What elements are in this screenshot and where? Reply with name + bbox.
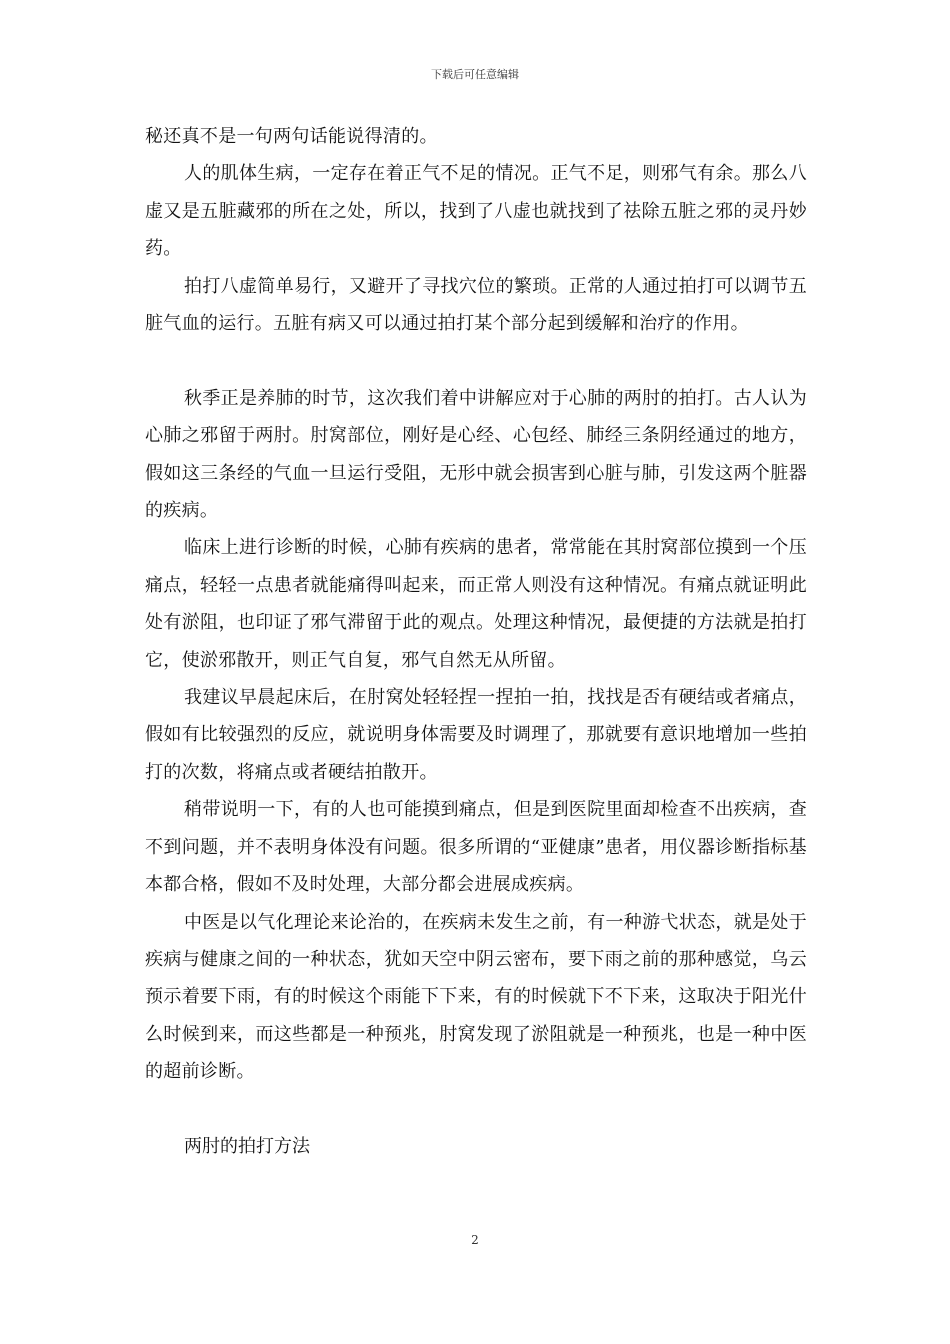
blank-line bbox=[145, 342, 807, 379]
paragraph: 秋季正是养肺的时节，这次我们着中讲解应对于心肺的两肘的拍打。古人认为心肺之邪留于两肘。肘窝部位，刚好是心经、心包经、肺经三条阴经通过的地方，假如这三条经的气血一旦运行受阻，无形中就会损害到心脏与肺，引发这两个脏器的疾病。 bbox=[145, 387, 807, 522]
document-body bbox=[145, 118, 807, 1165]
paragraph: 我建议早晨起床后，在肘窝处轻轻捏一捏拍一拍，找找是否有硬结或者痛点，假如有比较强烈的反应，就说明身体需要及时调理了，那就要有意识地增加一些拍打的次数，将痛点或者硬结拍散开。 bbox=[145, 687, 807, 783]
page-header: 下载后可任意编辑 bbox=[431, 68, 519, 81]
blank-line bbox=[145, 1091, 807, 1128]
paragraph-continuation: 秘还真不是一句两句话能说得清的。 bbox=[145, 126, 438, 147]
paragraph: 临床上进行诊断的时候，心肺有疾病的患者，常常能在其肘窝部位摸到一个压痛点，轻轻一点患者就能痛得叫起来，而正常人则没有这种情况。有痛点就证明此处有淤阻，也印证了邪气滞留于此的观点。处理这种情况，最便捷的方法就是拍打它，使淤邪散开，则正气自复，邪气自然无从所留。 bbox=[145, 537, 807, 671]
paragraph: 人的肌体生病，一定存在着正气不足的情况。正气不足，则邪气有余。那么八虚又是五脏藏邪的所在之处，所以，找到了八虚也就找到了祛除五脏之邪的灵丹妙药。 bbox=[145, 163, 807, 260]
paragraph: 中医是以气化理论来论治的，在疾病未发生之前，有一种游弋状态，就是处于疾病与健康之间的一种状态，犹如天空中阴云密布，要下雨之前的那种感觉，乌云预示着要下雨，有的时候这个雨能下下来，有的时候就下不下来，这取决于阳光什么时候到来，而这些都是一种预兆，肘窝发现了淤阻就是一种预兆，也是一种中医的超前诊断。 bbox=[145, 911, 807, 1083]
paragraph: 稍带说明一下，有的人也可能摸到痛点，但是到医院里面却检查不出疾病，查不到问题，并不表明身体没有问题。很多所谓的“亚健康”患者，用仪器诊断指标基本都合格，假如不及时处理，大部分都会进展成疾病。 bbox=[145, 799, 807, 896]
page-number: 2 bbox=[471, 1233, 479, 1247]
section-subheading: 两肘的拍打方法 bbox=[184, 1135, 310, 1157]
paragraph: 拍打八虚简单易行，又避开了寻找穴位的繁琐。正常的人通过拍打可以调节五脏气血的运行。五脏有病又可以通过拍打某个部分起到缓解和治疗的作用。 bbox=[145, 275, 807, 335]
